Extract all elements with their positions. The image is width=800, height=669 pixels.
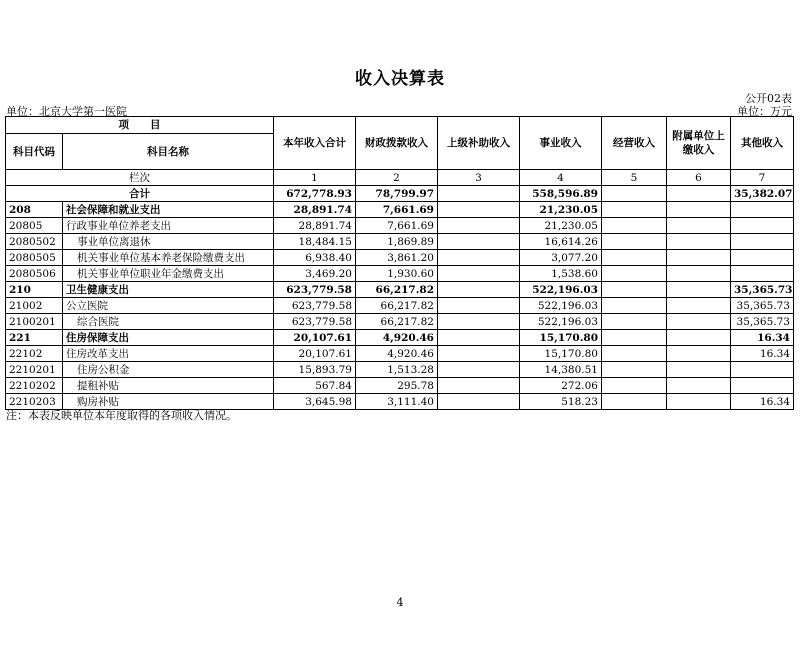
table-row bbox=[6, 234, 794, 250]
row-superior-value bbox=[438, 250, 520, 266]
row-other-value bbox=[731, 378, 794, 394]
row-superior-value bbox=[438, 218, 520, 234]
row-code: 210 bbox=[6, 282, 63, 298]
table-code: 公开02表 bbox=[745, 92, 792, 105]
row-code: 2210201 bbox=[6, 362, 63, 378]
row-name: 行政事业单位养老支出 bbox=[63, 218, 274, 234]
row-superior-value bbox=[438, 234, 520, 250]
row-fiscal-value: 7,661.69 bbox=[356, 202, 438, 218]
row-operating-value bbox=[602, 314, 667, 330]
data-rows bbox=[6, 202, 794, 410]
header-code-col: 科目代码 bbox=[6, 134, 63, 170]
row-fiscal-value: 4,920.46 bbox=[356, 346, 438, 362]
row-operating-value bbox=[602, 218, 667, 234]
total-cell: 78,799.97 bbox=[356, 186, 438, 202]
row-affiliate-value bbox=[667, 218, 731, 234]
col-num: 2 bbox=[356, 170, 438, 186]
row-other-value bbox=[731, 218, 794, 234]
header-col-fiscal: 财政拨款收入 bbox=[356, 117, 438, 170]
row-code: 2210202 bbox=[6, 378, 63, 394]
row-other-value bbox=[731, 202, 794, 218]
row-business-value: 522,196.03 bbox=[520, 298, 602, 314]
row-fiscal-value: 66,217.82 bbox=[356, 298, 438, 314]
row-name: 事业单位离退休 bbox=[63, 234, 274, 250]
total-cell bbox=[438, 186, 520, 202]
table-row bbox=[6, 218, 794, 234]
row-operating-value bbox=[602, 266, 667, 282]
row-superior-value bbox=[438, 378, 520, 394]
row-affiliate-value bbox=[667, 266, 731, 282]
row-name: 公立医院 bbox=[63, 298, 274, 314]
row-operating-value bbox=[602, 346, 667, 362]
row-operating-value bbox=[602, 298, 667, 314]
col-num: 5 bbox=[602, 170, 667, 186]
row-business-value: 21,230.05 bbox=[520, 218, 602, 234]
col-num: 1 bbox=[274, 170, 356, 186]
total-row bbox=[6, 186, 794, 202]
row-superior-value bbox=[438, 346, 520, 362]
row-total-value: 3,645.98 bbox=[274, 394, 356, 410]
row-business-value: 522,196.03 bbox=[520, 314, 602, 330]
row-affiliate-value bbox=[667, 394, 731, 410]
row-business-value: 14,380.51 bbox=[520, 362, 602, 378]
row-other-value: 35,365.73 bbox=[731, 314, 794, 330]
row-code: 22102 bbox=[6, 346, 63, 362]
row-affiliate-value bbox=[667, 202, 731, 218]
row-superior-value bbox=[438, 330, 520, 346]
row-operating-value bbox=[602, 234, 667, 250]
row-total-value: 18,484.15 bbox=[274, 234, 356, 250]
header-col-affiliate: 附属单位上缴收入 bbox=[667, 117, 731, 170]
row-other-value bbox=[731, 362, 794, 378]
row-operating-value bbox=[602, 362, 667, 378]
row-affiliate-value bbox=[667, 314, 731, 330]
total-cell bbox=[667, 186, 731, 202]
row-total-value: 623,779.58 bbox=[274, 282, 356, 298]
row-business-value: 21,230.05 bbox=[520, 202, 602, 218]
row-code: 21002 bbox=[6, 298, 63, 314]
row-operating-value bbox=[602, 202, 667, 218]
row-code: 2080502 bbox=[6, 234, 63, 250]
total-cell: 35,382.07 bbox=[731, 186, 794, 202]
row-fiscal-value: 66,217.82 bbox=[356, 314, 438, 330]
header-col-business: 事业收入 bbox=[520, 117, 602, 170]
row-affiliate-value bbox=[667, 346, 731, 362]
total-cell bbox=[602, 186, 667, 202]
total-cell: 558,596.89 bbox=[520, 186, 602, 202]
col-num: 7 bbox=[731, 170, 794, 186]
unit-organization: 单位：北京大学第一医院 bbox=[6, 105, 127, 118]
row-business-value: 518.23 bbox=[520, 394, 602, 410]
row-total-value: 28,891.74 bbox=[274, 202, 356, 218]
row-fiscal-value: 7,661.69 bbox=[356, 218, 438, 234]
header-col-operating: 经营收入 bbox=[602, 117, 667, 170]
row-fiscal-value: 3,861.20 bbox=[356, 250, 438, 266]
row-operating-value bbox=[602, 394, 667, 410]
row-total-value: 15,893.79 bbox=[274, 362, 356, 378]
row-other-value bbox=[731, 234, 794, 250]
row-affiliate-value bbox=[667, 378, 731, 394]
row-affiliate-value bbox=[667, 298, 731, 314]
row-business-value: 15,170.80 bbox=[520, 330, 602, 346]
row-total-value: 3,469.20 bbox=[274, 266, 356, 282]
row-superior-value bbox=[438, 202, 520, 218]
row-operating-value bbox=[602, 378, 667, 394]
row-business-value: 3,077.20 bbox=[520, 250, 602, 266]
row-code: 221 bbox=[6, 330, 63, 346]
row-fiscal-value: 3,111.40 bbox=[356, 394, 438, 410]
row-name: 机关事业单位基本养老保险缴费支出 bbox=[63, 250, 274, 266]
row-name: 住房保障支出 bbox=[63, 330, 274, 346]
row-total-value: 623,779.58 bbox=[274, 314, 356, 330]
row-total-value: 20,107.61 bbox=[274, 330, 356, 346]
table-row bbox=[6, 314, 794, 330]
row-name: 卫生健康支出 bbox=[63, 282, 274, 298]
header-col-total: 本年收入合计 bbox=[274, 117, 356, 170]
row-superior-value bbox=[438, 266, 520, 282]
row-code: 2100201 bbox=[6, 314, 63, 330]
header-col-other: 其他收入 bbox=[731, 117, 794, 170]
row-fiscal-value: 295.78 bbox=[356, 378, 438, 394]
column-number-row bbox=[6, 170, 794, 186]
row-total-value: 20,107.61 bbox=[274, 346, 356, 362]
row-other-value: 35,365.73 bbox=[731, 298, 794, 314]
table-row bbox=[6, 266, 794, 282]
row-affiliate-value bbox=[667, 234, 731, 250]
table-row bbox=[6, 378, 794, 394]
page-title: 收入决算表 bbox=[355, 69, 445, 89]
row-affiliate-value bbox=[667, 330, 731, 346]
header-name-col: 科目名称 bbox=[63, 134, 274, 170]
row-fiscal-value: 1,869.89 bbox=[356, 234, 438, 250]
row-total-value: 28,891.74 bbox=[274, 218, 356, 234]
col-num: 6 bbox=[667, 170, 731, 186]
col-num: 4 bbox=[520, 170, 602, 186]
row-fiscal-value: 1,930.60 bbox=[356, 266, 438, 282]
row-code: 2080506 bbox=[6, 266, 63, 282]
row-label: 栏次 bbox=[6, 170, 274, 186]
table-row bbox=[6, 202, 794, 218]
row-superior-value bbox=[438, 394, 520, 410]
row-operating-value bbox=[602, 282, 667, 298]
row-name: 机关事业单位职业年金缴费支出 bbox=[63, 266, 274, 282]
table-row bbox=[6, 362, 794, 378]
row-total-value: 567.84 bbox=[274, 378, 356, 394]
header-row-1 bbox=[6, 117, 794, 134]
table-row bbox=[6, 346, 794, 362]
row-superior-value bbox=[438, 314, 520, 330]
row-affiliate-value bbox=[667, 362, 731, 378]
header-item-group: 项 目 bbox=[6, 117, 274, 134]
row-name: 购房补贴 bbox=[63, 394, 274, 410]
row-code: 2080505 bbox=[6, 250, 63, 266]
row-business-value: 1,538.60 bbox=[520, 266, 602, 282]
row-superior-value bbox=[438, 282, 520, 298]
row-affiliate-value bbox=[667, 250, 731, 266]
row-name: 社会保障和就业支出 bbox=[63, 202, 274, 218]
col-num: 3 bbox=[438, 170, 520, 186]
income-table bbox=[5, 116, 794, 410]
row-fiscal-value: 4,920.46 bbox=[356, 330, 438, 346]
total-cell: 672,778.93 bbox=[274, 186, 356, 202]
row-business-value: 16,614.26 bbox=[520, 234, 602, 250]
row-affiliate-value bbox=[667, 282, 731, 298]
row-fiscal-value: 1,513.28 bbox=[356, 362, 438, 378]
table-row bbox=[6, 330, 794, 346]
row-business-value: 272.06 bbox=[520, 378, 602, 394]
row-code: 20805 bbox=[6, 218, 63, 234]
row-operating-value bbox=[602, 250, 667, 266]
row-fiscal-value: 66,217.82 bbox=[356, 282, 438, 298]
row-name: 住房公积金 bbox=[63, 362, 274, 378]
row-business-value: 15,170.80 bbox=[520, 346, 602, 362]
row-code: 2210203 bbox=[6, 394, 63, 410]
row-other-value: 16.34 bbox=[731, 346, 794, 362]
table-note: 注：本表反映单位本年度取得的各项收入情况。 bbox=[6, 409, 237, 422]
row-name: 住房改革支出 bbox=[63, 346, 274, 362]
row-superior-value bbox=[438, 362, 520, 378]
page-number: 4 bbox=[396, 596, 404, 609]
row-total-value: 6,938.40 bbox=[274, 250, 356, 266]
table-row bbox=[6, 250, 794, 266]
row-other-value: 16.34 bbox=[731, 394, 794, 410]
unit-currency: 单位：万元 bbox=[737, 105, 792, 118]
header-col-superior: 上级补助收入 bbox=[438, 117, 520, 170]
table-row bbox=[6, 298, 794, 314]
total-label: 合计 bbox=[6, 186, 274, 202]
row-business-value: 522,196.03 bbox=[520, 282, 602, 298]
row-name: 提租补贴 bbox=[63, 378, 274, 394]
row-superior-value bbox=[438, 298, 520, 314]
row-total-value: 623,779.58 bbox=[274, 298, 356, 314]
row-operating-value bbox=[602, 330, 667, 346]
row-other-value: 35,365.73 bbox=[731, 282, 794, 298]
row-other-value bbox=[731, 266, 794, 282]
table-row bbox=[6, 282, 794, 298]
row-other-value: 16.34 bbox=[731, 330, 794, 346]
row-code: 208 bbox=[6, 202, 63, 218]
row-other-value bbox=[731, 250, 794, 266]
row-name: 综合医院 bbox=[63, 314, 274, 330]
